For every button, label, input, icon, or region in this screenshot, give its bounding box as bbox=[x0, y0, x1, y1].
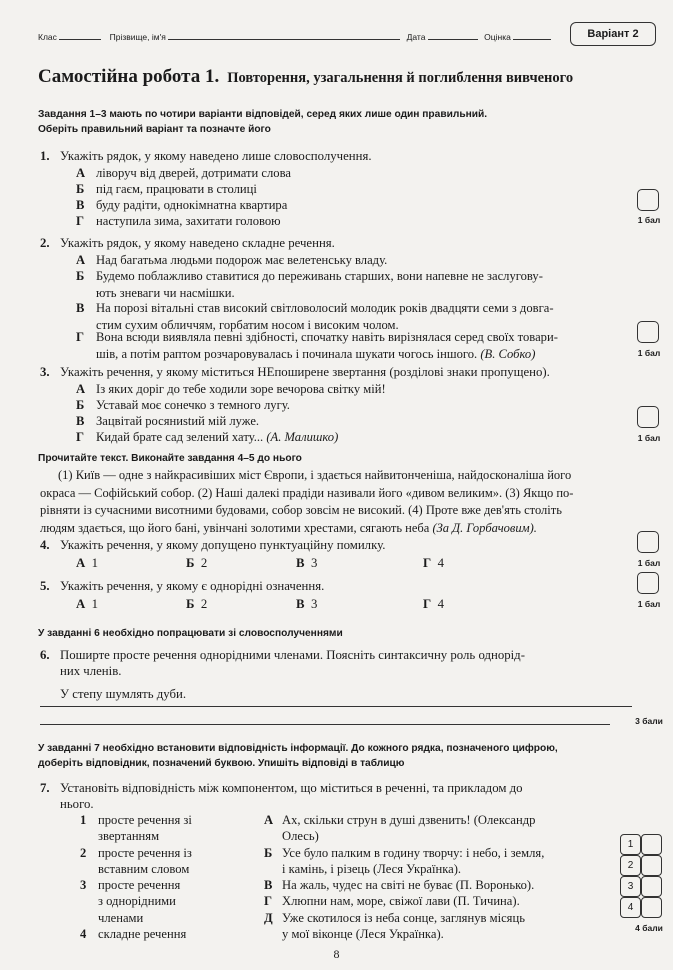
instruction-7 bbox=[38, 741, 558, 771]
option-letter: А bbox=[76, 382, 86, 396]
passage-author: (За Д. Горбачовим). bbox=[432, 520, 537, 535]
grade-field[interactable] bbox=[513, 30, 551, 40]
author-citation: (В. Собко) bbox=[480, 346, 536, 361]
left-item bbox=[80, 926, 260, 942]
text-passage bbox=[40, 467, 660, 537]
instructions-1-3 bbox=[38, 107, 487, 137]
q5-score: 1 бал bbox=[637, 599, 661, 609]
option-letter: А bbox=[76, 166, 86, 180]
q5-answer-box[interactable] bbox=[637, 572, 659, 594]
passage-line: людям здається, що його бані, увінчані золотими хрестами, сягають неба bbox=[40, 520, 430, 535]
option-letter: Б bbox=[186, 597, 195, 611]
question-text: Укажіть рядок, у якому наведено лише словосполучення. bbox=[60, 149, 372, 163]
right-letter: Г bbox=[264, 894, 273, 909]
option-letter: Б bbox=[186, 556, 195, 570]
answer-line[interactable] bbox=[40, 706, 632, 707]
question-number: 4. bbox=[40, 538, 50, 552]
option-text: Вона всюди виявляла певні здібності, спочатку навіть вирізнялася серед своїх товари- bbox=[96, 330, 558, 344]
question-text: Укажіть речення, у якому є однорідні означення. bbox=[60, 579, 325, 593]
option-value: 2 bbox=[200, 556, 208, 570]
option-letter: Г bbox=[423, 597, 432, 611]
q7-right-column bbox=[264, 812, 614, 942]
option-text: Над багатьма людьми подорож має велетенську владу. bbox=[96, 253, 388, 267]
q4-option-d[interactable] bbox=[423, 556, 444, 571]
q1-score: 1 бал bbox=[637, 215, 661, 225]
option-text: шів, а потім раптом розчаровувалась і починала шукати чогось іншого. bbox=[96, 346, 478, 361]
instruction-line: Оберіть правильний варіант та позначте його bbox=[38, 124, 271, 135]
option-text: Уставай моє сонечко з темного лугу. bbox=[96, 398, 290, 412]
question-number: 2. bbox=[40, 236, 50, 250]
question-4 bbox=[40, 537, 385, 553]
left-text: звертанням bbox=[98, 829, 160, 844]
option-text: стим сухим обличчям, горбатим носом і високим чолом. bbox=[96, 317, 399, 332]
q1-option-c[interactable] bbox=[76, 197, 616, 214]
option-value: 3 bbox=[310, 597, 318, 611]
instruction-line: доберіть відповідник, позначений буквою. Упишіть відповіді в таблицю bbox=[38, 758, 405, 769]
instruction-6: У завданні 6 необхідно попрацювати зі словосполученнями bbox=[38, 628, 343, 639]
option-text: Із яких доріг до тебе ходили зоре вечорова світку мій! bbox=[96, 382, 386, 396]
q1-option-d[interactable] bbox=[76, 213, 616, 230]
right-text: і камінь, і різець (Леся Українка). bbox=[282, 861, 462, 876]
q3-score: 1 бал bbox=[637, 433, 661, 443]
option-letter: В bbox=[76, 198, 85, 212]
q2-score: 1 бал bbox=[637, 348, 661, 358]
task-sentence: У степу шумлять дуби. bbox=[60, 687, 187, 701]
right-item bbox=[264, 812, 614, 845]
right-text: Усе було палким в годину творчу: і небо, і земля, bbox=[282, 845, 545, 860]
grid-answer-4[interactable] bbox=[641, 897, 662, 918]
question-text: Укажіть речення, у якому допущено пунктуаційну помилку. bbox=[60, 538, 386, 552]
question-number: 7. bbox=[40, 781, 50, 795]
right-text: у мої віконце (Леся Українка). bbox=[282, 927, 444, 942]
passage-line: (1) Київ — одне з найкрасивіших міст Європи, і здається найвитонченіша, найдосконаліша його bbox=[58, 468, 572, 482]
option-text: Зацвітай росяниstий мій луже. bbox=[96, 414, 260, 428]
q4-option-a[interactable] bbox=[76, 556, 98, 571]
option-letter: Б bbox=[76, 182, 85, 196]
question-1 bbox=[40, 148, 372, 164]
grid-label-4: 4 bbox=[620, 897, 641, 918]
grid-label-2: 2 bbox=[620, 855, 641, 876]
q5-option-a[interactable] bbox=[76, 597, 98, 612]
option-text: ліворуч від дверей, дотримати слова bbox=[96, 166, 291, 180]
q2-option-d[interactable] bbox=[76, 329, 616, 362]
option-value: 3 bbox=[310, 556, 318, 570]
question-text: нього. bbox=[60, 797, 94, 811]
q2-option-b[interactable] bbox=[76, 268, 616, 301]
option-letter: Б bbox=[76, 398, 85, 412]
question-text: Установіть відповідність між компонентом, що міститься в реченні, та прикладом до bbox=[60, 781, 523, 795]
grid-answer-2[interactable] bbox=[641, 855, 662, 876]
grid-label-3: 3 bbox=[620, 876, 641, 897]
q6-score: 3 бали bbox=[635, 716, 663, 726]
title-main: Самостійна робота 1. bbox=[38, 66, 220, 87]
variant-badge: Варіант 2 bbox=[570, 22, 656, 46]
q3-option-b[interactable] bbox=[76, 397, 616, 414]
left-text: просте речення bbox=[98, 878, 181, 893]
question-number: 1. bbox=[40, 149, 50, 163]
option-text: Кидай брате сад зелений хату... bbox=[96, 430, 264, 444]
option-text: ють зневаги чи насмішки. bbox=[96, 285, 235, 300]
reading-instruction: Прочитайте текст. Виконайте завдання 4–5 до нього bbox=[38, 453, 302, 464]
instruction-line: Завдання 1–3 мають по чотири варіанти відповідей, серед яких лише один правильний. bbox=[38, 109, 488, 120]
option-value: 4 bbox=[437, 556, 444, 570]
right-text: На жаль, чудес на світі не буває (П. Воронько). bbox=[282, 878, 535, 893]
q5-option-c[interactable] bbox=[296, 597, 317, 612]
q5-option-d[interactable] bbox=[423, 597, 444, 612]
left-text: членами bbox=[98, 910, 144, 925]
option-letter: Г bbox=[76, 330, 85, 344]
question-text: Укажіть речення, у якому міститься НЕпоширене звертання (розділові знаки пропущено). bbox=[60, 365, 550, 379]
question-7 bbox=[40, 780, 620, 812]
class-label: Клас bbox=[38, 32, 57, 42]
q7-left-column bbox=[80, 812, 260, 942]
q2-answer-box[interactable] bbox=[637, 321, 659, 343]
q2-option-a[interactable] bbox=[76, 252, 616, 269]
option-letter: А bbox=[76, 556, 86, 570]
left-text: з однорідними bbox=[98, 894, 176, 909]
q4-option-b[interactable] bbox=[186, 556, 207, 571]
question-text: Укажіть рядок, у якому наведено складне речення. bbox=[60, 236, 335, 250]
option-letter: В bbox=[296, 556, 305, 570]
option-text: під гаєм, працювати в столиці bbox=[96, 182, 257, 196]
question-number: 5. bbox=[40, 579, 50, 593]
q1-option-a[interactable] bbox=[76, 165, 616, 182]
grid-answer-3[interactable] bbox=[641, 876, 662, 897]
left-number: 3 bbox=[80, 878, 87, 893]
q3-option-c[interactable] bbox=[76, 413, 616, 430]
q3-option-a[interactable] bbox=[76, 381, 616, 398]
right-item bbox=[264, 893, 614, 909]
left-item bbox=[80, 845, 260, 878]
name-label: Прізвище, ім'я bbox=[109, 32, 166, 42]
grid-answer-1[interactable] bbox=[641, 834, 662, 855]
right-letter: Д bbox=[264, 910, 273, 925]
option-text: На порозі вітальні став високий світловолосий молодик років двадцяти семи з довга- bbox=[96, 301, 554, 315]
option-letter: А bbox=[76, 253, 86, 267]
q1-option-b[interactable] bbox=[76, 181, 616, 198]
option-text: наступила зима, захитати головою bbox=[96, 214, 281, 228]
right-letter: А bbox=[264, 813, 274, 827]
question-6 bbox=[40, 647, 620, 702]
grid-label-1: 1 bbox=[620, 834, 641, 855]
q4-option-c[interactable] bbox=[296, 556, 317, 571]
left-item bbox=[80, 877, 260, 926]
left-number: 1 bbox=[80, 813, 87, 827]
q7-score: 4 бали bbox=[635, 923, 663, 933]
right-text: Олесь) bbox=[282, 829, 319, 844]
left-number: 4 bbox=[80, 927, 87, 942]
left-text: просте речення із bbox=[98, 845, 192, 860]
passage-line: окраса — Софійський собор. (2) Наші далекі прадіди називали його «дивом великим». (3) Якщо по- bbox=[40, 485, 574, 500]
q3-option-d[interactable] bbox=[76, 429, 616, 446]
option-value: 2 bbox=[200, 597, 208, 611]
option-letter: Б bbox=[76, 269, 85, 283]
option-letter: В bbox=[76, 301, 85, 315]
date-label: Дата bbox=[406, 32, 426, 42]
right-item bbox=[264, 845, 614, 878]
question-3 bbox=[40, 364, 550, 380]
option-value: 1 bbox=[91, 556, 99, 570]
q4-answer-box[interactable] bbox=[637, 531, 659, 553]
left-text: складне речення bbox=[98, 927, 187, 942]
option-text: Будемо поблажливо ставитися до переживань старших, вони напевне не заслугову- bbox=[96, 269, 543, 283]
q3-answer-box[interactable] bbox=[637, 406, 659, 428]
student-header bbox=[38, 30, 598, 42]
right-item bbox=[264, 877, 614, 893]
option-letter: Г bbox=[76, 214, 85, 228]
name-field[interactable] bbox=[168, 30, 400, 40]
question-2 bbox=[40, 235, 335, 251]
right-letter: В bbox=[264, 878, 273, 893]
option-letter: Г bbox=[423, 556, 432, 570]
class-field[interactable] bbox=[59, 30, 101, 40]
left-item bbox=[80, 812, 260, 845]
grade-label: Оцінка bbox=[484, 32, 511, 42]
author-citation: (А. Малишко) bbox=[266, 430, 339, 444]
option-value: 4 bbox=[437, 597, 444, 611]
page-title bbox=[38, 66, 573, 88]
question-number: 6. bbox=[40, 648, 50, 662]
question-5 bbox=[40, 578, 324, 594]
option-letter: В bbox=[296, 597, 305, 611]
question-number: 3. bbox=[40, 365, 50, 379]
date-field[interactable] bbox=[428, 30, 478, 40]
right-letter: Б bbox=[264, 845, 273, 860]
q5-option-b[interactable] bbox=[186, 597, 207, 612]
option-letter: Г bbox=[76, 430, 85, 444]
right-text: Хлюпни нам, море, свіжої лави (П. Тичина). bbox=[282, 894, 520, 909]
passage-line: рівняти із сучасними висотними будовами, собор зовсім не високий. (4) Проте вже дев'ять століть bbox=[40, 503, 562, 517]
page-number: 8 bbox=[333, 947, 340, 961]
question-text: них членів. bbox=[60, 664, 122, 678]
left-number: 2 bbox=[80, 845, 87, 860]
question-text: Поширте просте речення однорідними членами. Поясніть синтаксичну роль однорід- bbox=[60, 648, 525, 662]
right-item bbox=[264, 910, 614, 943]
left-text: просте речення зі bbox=[98, 813, 192, 827]
q1-answer-box[interactable] bbox=[637, 189, 659, 211]
title-sub: Повторення, узагальнення й поглиблення вивченого bbox=[227, 70, 574, 86]
option-letter: А bbox=[76, 597, 86, 611]
left-text: вставним словом bbox=[98, 861, 190, 876]
instruction-line: У завданні 7 необхідно встановити відповідність інформації. До кожного рядка, позначеного цифрою, bbox=[38, 743, 558, 754]
option-value: 1 bbox=[91, 597, 99, 611]
option-text: буду радіти, однокімнатна квартира bbox=[96, 198, 288, 212]
answer-line[interactable] bbox=[40, 724, 610, 725]
right-text: Уже скотилося із неба сонце, заглянув місяць bbox=[282, 910, 525, 925]
q4-score: 1 бал bbox=[637, 558, 661, 568]
option-letter: В bbox=[76, 414, 85, 428]
right-text: Ах, скільки струн в душі дзвенить! (Олександр bbox=[282, 813, 536, 827]
